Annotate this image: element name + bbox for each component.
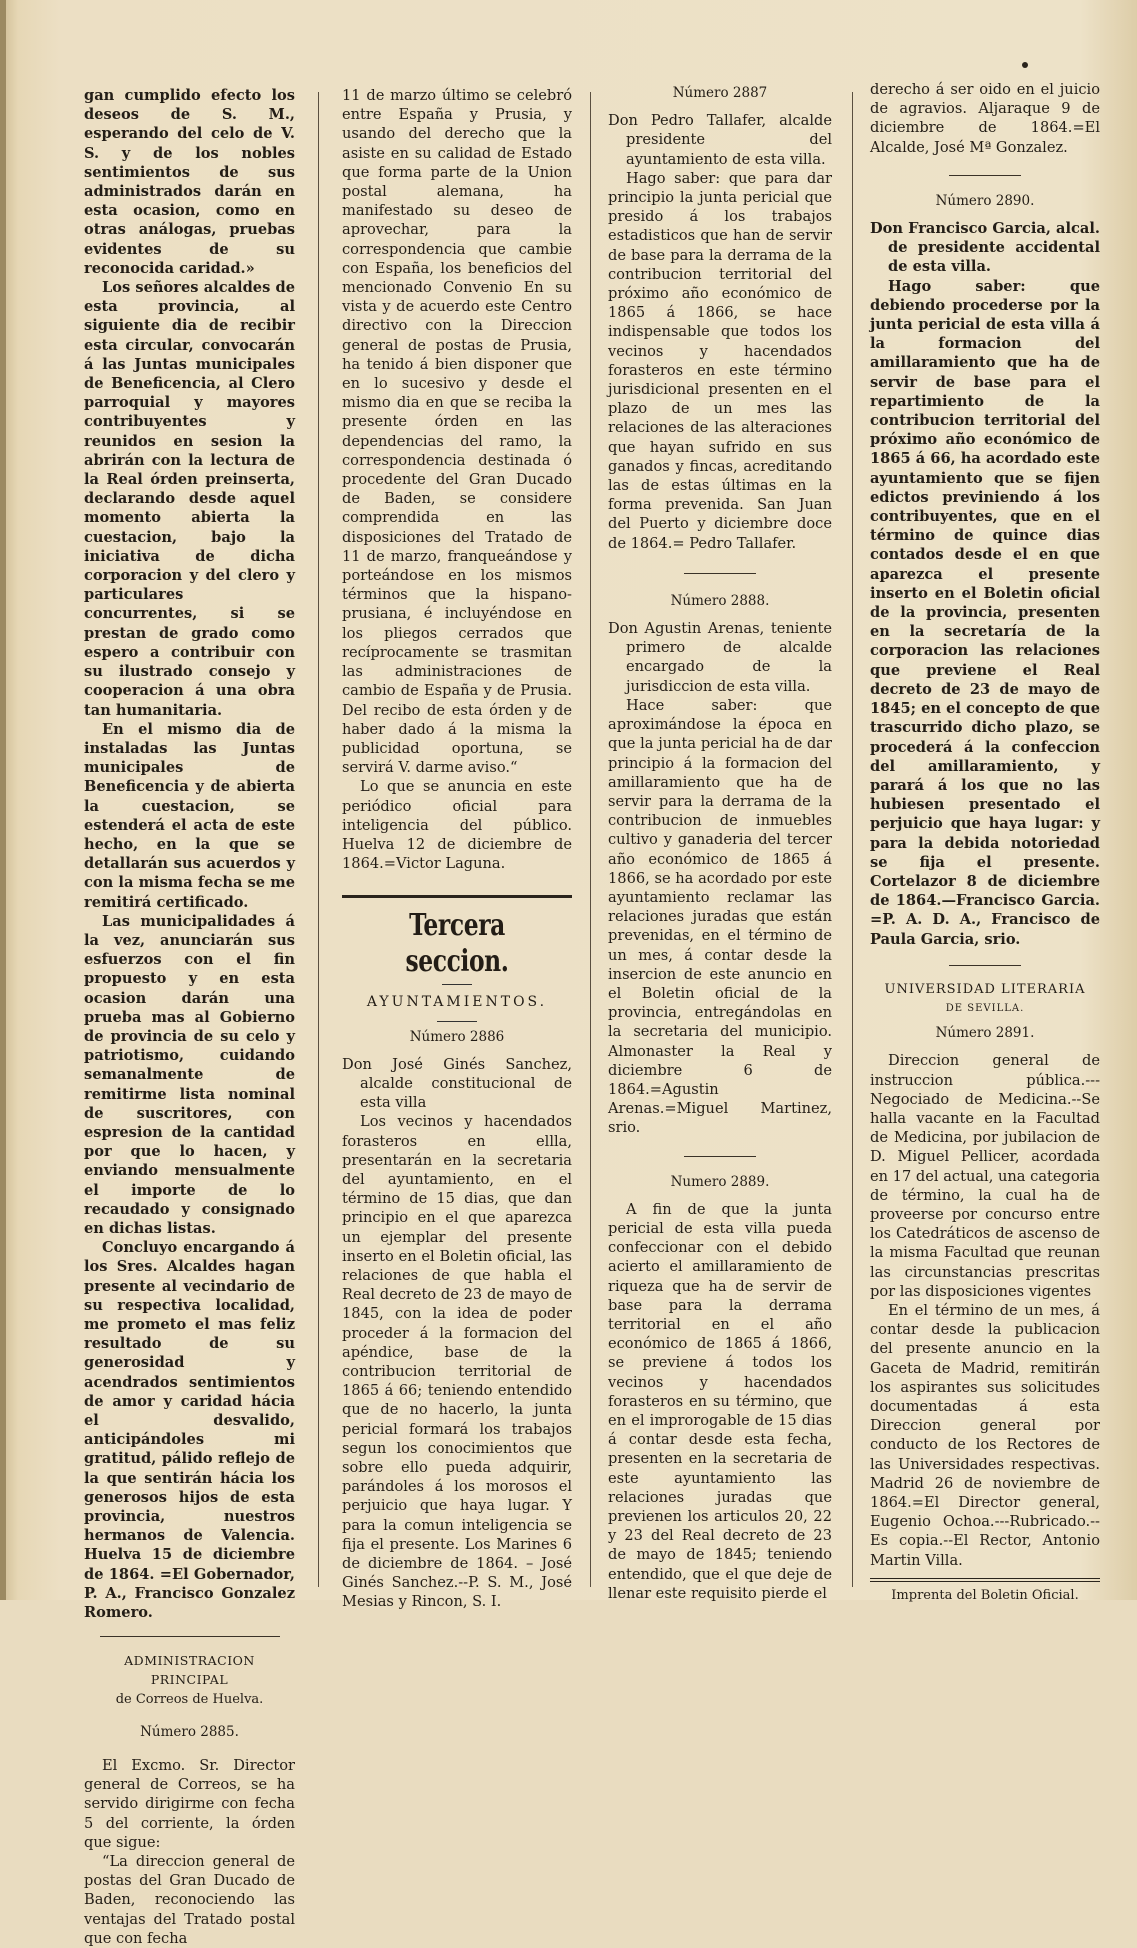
notice-number-2886: Número 2886 bbox=[409, 1028, 505, 1045]
short-rule bbox=[442, 984, 472, 985]
notice-number-2889: Numero 2889. bbox=[670, 1173, 770, 1190]
col1-paragraph-1: gan cumplido efecto los deseos de S. M., esperando del celo de V. S. y de los nobles sentimientos de sus administrados darán en esta ocasion, como en otras análogas, pruebas evidentes de su reconocida caridad.» bbox=[84, 87, 295, 277]
short-rule-2 bbox=[437, 1021, 477, 1022]
admin-heading: ADMINISTRACION PRINCIPAL bbox=[124, 1653, 255, 1688]
column-3 bbox=[608, 80, 832, 1602]
column-rule-3 bbox=[852, 92, 853, 1587]
column-1 bbox=[84, 86, 295, 1947]
printer-imprint: Imprenta del Boletin Oficial. bbox=[891, 1587, 1079, 1603]
admin-subheading: de Correos de Huelva. bbox=[115, 1691, 264, 1707]
notice-number-2887: Número 2887 bbox=[672, 85, 768, 101]
university-subheading: DE SEVILLA. bbox=[945, 1002, 1025, 1014]
notice-2887-heading: Don Pedro Tallafer, alcalde presidente del ayuntamiento de esta villa. bbox=[608, 112, 832, 168]
page-edge bbox=[0, 0, 6, 1600]
footer-rule bbox=[870, 1578, 1100, 1582]
column-rule-2 bbox=[590, 92, 591, 1587]
notice-2886-heading: Don José Ginés Sanchez, alcalde constitucional de esta villa bbox=[342, 1055, 572, 1112]
col1-paragraph-6: El Excmo. Sr. Director general de Correos, se ha servido dirigirme con fecha 5 del corriente, la órden que sigue: bbox=[84, 1757, 295, 1851]
col1-paragraph-4: Las municipalidades á la vez, anunciarán sus esfuerzos con el fin propuesto y en esta ocasion darán una prueba mas al Gobierno de provincia de su celo y patriotismo, cuidando semanalmente de remitirme lista nominal de suscritores, con espresion de la cantidad por que lo hacen, y enviando mensualmente el importe de lo recaudado y consignado en dichas listas. bbox=[84, 912, 295, 1237]
col4-paragraph-1: Hago saber: que debiendo procederse por la junta pericial de esta villa á la formacion del amillaramiento que ha de servir de base para el repartimiento de la contribucion territorial del próximo año económico de 1865 á 66, ha acordado este ayuntamiento que se fijen edictos previniendo á los contribuyentes, que en el término de quince dias contados desde el en que aparezca el presente inserto en el Boletin oficial de la provincia, presenten en la secretaría de la corporacion las relaciones que previene el Real decreto de 23 de mayo de 1845; en el concepto de que trascurrido dicho plazo, se procederá á la confeccion del amillaramiento, y parará á los que no las hubiesen presentado el perjuicio que haya lugar: y para la debida notoriedad se fija el presente. Cortelazor 8 de diciembre de 1864.—Francisco Garcia. =P. A. D. A., Francisco de Paula Garcia, srio. bbox=[870, 277, 1100, 948]
col3-paragraph-2: Hace saber: que aproximándose la época en que la junta pericial ha de dar principio á la formacion del amillaramiento que ha de servir para la derrama de la contribucion de inmuebles cultivo y ganaderia del tercer año económico de 1865 á 1866, se ha acordado por este ayuntamiento reclamar las relaciones juradas que están prevenidas, en el término de un mes, á contar desde la insercion de este anuncio en el Boletin oficial de la provincia, entregándolas en la secretaria del municipio. Almonaster la Real y diciembre 6 de 1864.=Agustin Arenas.=Miguel Martinez, srio. bbox=[608, 696, 832, 1137]
col1-paragraph-3: En el mismo dia de instaladas las Juntas municipales de Beneficencia y de abierta la cuestacion, se estenderá el acta de este hecho, en la que se detallarán sus acuerdos y con la misma fecha se me remitirá certificado. bbox=[84, 720, 295, 911]
col4-paragraph-3: En el término de un mes, á contar desde la publicacion del presente anuncio en la Gaceta de Madrid, remitirán los aspirantes sus solicitudes documentadas á esta Direccion general por conducto de los Rectores de las Universidades respectivas. Madrid 26 de noviembre de 1864.=El Director general, Eugenio Ochoa.---Rubricado.--Es copia.--El Rector, Antonio Martin Villa. bbox=[870, 1301, 1100, 1569]
notice-2890-heading: Don Francisco Garcia, alcal. de presidente accidental de esta villa. bbox=[870, 220, 1100, 276]
separator bbox=[684, 573, 756, 574]
ink-dot bbox=[1022, 62, 1028, 68]
col2-paragraph-3: Los vecinos y hacendados forasteros en ellla, presentarán en la secretaria del ayuntamiento, en el término de 15 dias, que dan principio en el que aparezca un ejemplar del presente inserto en el Boletin oficial, las relaciones de que habla el Real decreto de 23 de mayo de 1845, con la idea de poder proceder á la formacion del apéndice, base de la contribucion territorial de 1865 á 66; teniendo entendido que de no hacerlo, la junta pericial formará los trabajos segun los conocimientos que sobre ello pueda adquirir, parándoles á los morosos el perjuicio que haya lugar. Y para la comun inteligencia se fija el presente. Los Marines 6 de diciembre de 1864. – José Ginés Sanchez.--P. S. M., José Mesias y Rincon, S. I. bbox=[342, 1113, 572, 1611]
separator bbox=[684, 1156, 756, 1157]
col4-paragraph-2: Direccion general de instruccion pública.---Negociado de Medicina.--Se halla vacante en la Facultad de Medicina, por jubilacion de D. Miguel Pellicer, acordada en 17 del actual, una categoria de término, la cual ha de proveerse por concurso entre los Catedráticos de ascenso de la misma Facultad que reunan las circunstancias prescritas por las disposiciones vigentes bbox=[870, 1052, 1100, 1300]
col1-paragraph-2: Los señores alcaldes de esta provincia, al siguiente dia de recibir esta circular, convocarán á las Juntas municipales de Beneficencia, al Clero parroquial y mayores contribuyentes y reunidos en sesion la abrirán con la lectura de la Real órden preinserta, declarando desde aquel momento abierta la cuestacion, bajo la iniciativa de dicha corporacion y del clero y particulares concurrentes, si se prestan de grado como espero a contribuir con su ilustrado consejo y cooperacion á una obra tan humanitaria. bbox=[84, 279, 295, 719]
notice-number-2885: Número 2885. bbox=[140, 1723, 239, 1740]
col2-paragraph-1: 11 de marzo último se celebró entre España y Prusia, y usando del derecho que la asiste en su calidad de Estado que forma parte de la Union postal alemana, ha manifestado su deseo de aprovechar, para la correspondencia que cambie con España, los beneficios del mencionado Convenio En su vista y de acuerdo este Centro directivo con la Direccion general de postas de Prusia, ha tenido á bien disponer que en lo sucesivo y desde el mismo dia en que se reciba la presente órden en las dependencias del ramo, la correspondencia destinada ó procedente del Gran Ducado de Baden, se considere comprendida en las disposiciones del Tratado de 11 de marzo, franqueándose y porteándose en los mismos términos que la hispano-prusiana, é incluyéndose en los pliegos cerrados que recíprocamente se trasmitan las administraciones de cambio de España y de Prusia. Del recibo de esta órden y de haber dado á la misma la publicidad oportuna, se servirá V. darme aviso.“ bbox=[342, 87, 572, 777]
column-4 bbox=[870, 80, 1100, 1603]
column-2 bbox=[342, 86, 572, 1611]
separator bbox=[949, 965, 1021, 966]
col1-paragraph-7: “La direccion general de postas del Gran Ducado de Baden, reconociendo las ventajas del Tratado postal que con fecha bbox=[84, 1853, 295, 1947]
col2-paragraph-2: Lo que se anuncia en este periódico oficial para inteligencia del público. Huelva 12 de diciembre de 1864.=Victor Laguna. bbox=[342, 778, 572, 873]
notice-number-2891: Número 2891. bbox=[935, 1025, 1035, 1042]
col1-paragraph-5: Concluyo encargando á los Sres. Alcaldes hagan presente al vecindario de su respectiva localidad, me prometo el mas feliz resultado de su generosidad y acendrados sentimientos de amor y caridad hácia el desvalido, anticipándoles mi gratitud, pálido reflejo de la que sentirán hácia los generosos hijos de esta provincia, nuestros hermanos de Valencia. Huelva 15 de diciembre de 1864. =El Gobernador, P. A., Francisco Gonzalez Romero. bbox=[84, 1239, 295, 1622]
col4-paragraph-0: derecho á ser oido en el juicio de agravios. Aljaraque 9 de diciembre de 1864.=El Alcalde, José Mª Gonzalez. bbox=[870, 81, 1100, 156]
university-heading: UNIVERSIDAD LITERARIA bbox=[884, 981, 1086, 997]
notice-2888-heading: Don Agustin Arenas, teniente primero de alcalde encargado de la jurisdiccion de esta villa. bbox=[608, 620, 832, 695]
notice-number-2890: Número 2890. bbox=[935, 192, 1035, 209]
section-title: Tercera seccion. bbox=[405, 908, 509, 980]
separator bbox=[949, 175, 1021, 176]
ayuntamientos-heading: AYUNTAMIENTOS. bbox=[366, 994, 548, 1011]
notice-number-2888: Número 2888. bbox=[670, 592, 770, 609]
col3-paragraph-1: Hago saber: que para dar principio la junta pericial que presido á los trabajos estadisticos que han de servir de base para la derrama de la contribucion territorial del próximo año económico de 1865 á 1866, se hace indispensable que todos los vecinos y hacendados forasteros en este término jurisdicional presenten en el plazo de un mes las relaciones de las alteraciones que hayan sufrido en sus ganados y fincas, acreditando las de estas últimas en la forma prevenida. San Juan del Puerto y diciembre doce de 1864.= Pedro Tallafer. bbox=[608, 169, 832, 552]
section-rule bbox=[342, 895, 572, 898]
col3-paragraph-3: A fin de que la junta pericial de esta villa pueda confeccionar con el debido acierto el amillaramiento de riqueza que ha de servir de base para la derrama territorial en el año económico de 1865 á 1866, se previene á todos los vecinos y hacendados forasteros en su término, que en el improrogable de 15 dias á contar desde esta fecha, presenten en la secretaria de este ayuntamiento las relaciones juradas que previenen los articulos 20, 22 y 23 del Real decreto de 23 de mayo de 1845; teniendo entendido, que el que deje de llenar este requisito pierde el bbox=[608, 1200, 832, 1602]
separator bbox=[100, 1636, 280, 1637]
column-rule-1 bbox=[318, 92, 319, 1587]
